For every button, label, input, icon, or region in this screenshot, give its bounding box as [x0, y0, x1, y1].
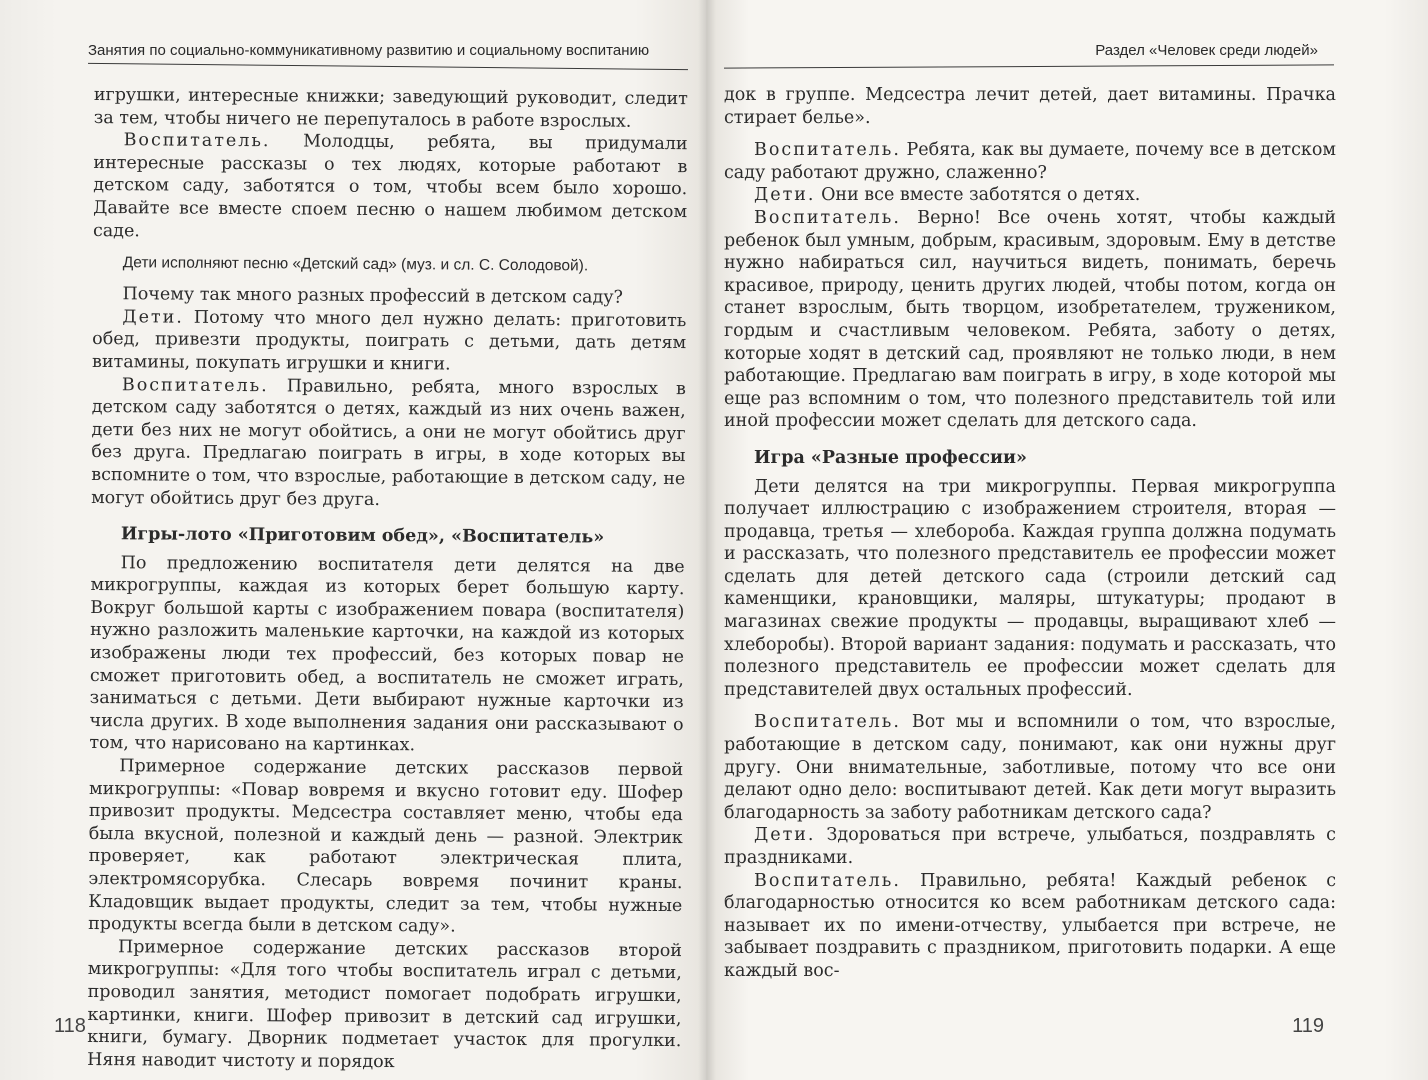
dialog-paragraph: [92, 306, 686, 378]
right-running-head: Раздел «Человек среди людей»: [1095, 42, 1318, 59]
body-paragraph: Примерное содержание детских рассказов второй микрогруппы: «Для того чтобы воспитатель играл с детьми, проводил занятия, методист помогает подобрать игрушки, картинки, книги. Шофер привозит в детский сад игрушки, книги, бумагу. Дворник подметает участок для прогулки. Няня наводит чистоту и порядок: [87, 936, 683, 1072]
left-page-number: 118: [54, 1015, 86, 1037]
speaker-label: Воспитатель.: [754, 140, 901, 161]
right-page: [706, 0, 1428, 1080]
left-running-head: Занятия по социально-коммуникативному развитию и социальному воспитанию: [88, 42, 650, 59]
dialog-paragraph: [91, 374, 686, 514]
speaker-label: Воспитатель.: [754, 870, 901, 891]
left-body-text: [87, 84, 688, 1075]
right-head-rule: [724, 64, 1334, 68]
dialog-text: Вот мы и вспомнили о том, что взрослые, работающие в детском саду, понимают, как они нужны друг другу. Они внимательные, заботливые, потому что все они делают одно дело: воспитывают детей. Как дети могут выразить благодарность за заботу работникам детского сада?: [724, 712, 1336, 823]
dialog-paragraph: [93, 129, 688, 246]
body-paragraph: Примерное содержание детских рассказов первой микрогруппы: «Повар вовремя и вкусно готовит еду. Шофер привозит продукты. Медсестра составляет меню, чтобы еда была вкусной, полезной и каждый день — разной. Электрик проверяет, как работают электрическая плита, электромясорубка. Слесарь вовремя починит краны. Кладовщик выдает продукты, следит за тем, чтобы нужные продукты всегда были в детском саду».: [88, 756, 684, 937]
right-page-number: 119: [1292, 1015, 1324, 1037]
stage-direction: Дети исполняют песню «Детский сад» (муз. и сл. С. Солодовой).: [122, 254, 589, 275]
speaker-label: Воспитатель.: [754, 712, 901, 733]
left-head-rule: [88, 63, 688, 70]
body-paragraph: док в группе. Медсестра лечит детей, дает витамины. Прачка стирает белье».: [724, 85, 1336, 128]
body-paragraph: Дети делятся на три микрогруппы. Первая микрогруппа получает иллюстрацию с изображением строителя, вторая — продавца, третья — хлебороба. Каждая группа должна подумать и рассказать, что полезного представитель ее профессии может сделать для детей детского сада (строили детский сад каменщики, крановщики, маляры, штукатуры; продают в магазинах свежие продукты — продавцы, выращивают хлеб — хлеборобы). Второй вариант задания: подумать и рассказать, что полезного представитель ее профессии может сделать для представителей двух остальных профессий.: [724, 476, 1336, 700]
dialog-text: Правильно, ребята! Каждый ребенок с благодарностью относится ко всем работникам детского сада: называет их по имени-отчеству, улыбается при встрече, не забывает поздравить с праздником, приготовить подарки. А еще каждый вос-: [724, 870, 1336, 981]
dialog-paragraph: [724, 184, 1336, 207]
speaker-label: Воспитатель.: [754, 207, 901, 228]
dialog-text: Правильно, ребята, много взрослых в детском саду заботятся о детях, каждый из них очень важен, дети без них не могут обойтись, а они не могут обойтись друг без друга. Предлагаю поиграть в игры, в ходе которых вы вспомните о том, что взрослые, работающие в детском саду, не могут обойтись друг без друга.: [91, 375, 686, 510]
dialog-text: Потому что много дел нужно делать: приготовить обед, привезти продукты, поиграть с детьми, дать детям витамины, покупать игрушки и книги.: [91, 307, 687, 375]
dialog-text: Верно! Все очень хотят, чтобы каждый ребенок был умным, добрым, красивым, здоровым. Ему в детстве нужно набираться сил, научиться видеть, понимать, беречь красивое, природу, ценить других людей, чтобы потом, когда он станет взрослым, быть творцом, изобретателем, тружеником, гордым и счастливым человеком. Ребята, заботу о детях, которые ходят в детский сад, проявляют не только люди, в нем работающие. Предлагаю вам поиграть в игру, в ходе которой мы еще раз вспомним о том, что полезного представитель той или иной профессии может сделать для детского сада.: [724, 207, 1336, 432]
left-page: [0, 0, 706, 1080]
dialog-text: Ребята, как вы думаете, почему все в детском саду работают дружно, слаженно?: [724, 140, 1336, 183]
body-paragraph: Почему так много разных профессий в детском саду?: [122, 284, 624, 308]
right-body-text: [724, 84, 1336, 983]
speaker-label: Дети.: [754, 185, 816, 206]
dialog-paragraph: [724, 139, 1336, 184]
book-gutter: [698, 0, 716, 1080]
speaker-label: Дети.: [122, 306, 184, 328]
dialog-text: Здороваться при встрече, улыбаться, поздравлять с праздниками.: [724, 825, 1336, 868]
dialog-paragraph: [724, 207, 1336, 433]
dialog-text: Молодцы, ребята, вы придумали интересные рассказы о тех людях, которые работают в детском саду, заботятся о том, чтобы всем было хорошо. Давайте все вместе споем песню о нашем любимом детском саде.: [92, 131, 688, 241]
dialog-paragraph: [724, 711, 1336, 824]
section-heading: Игра «Разные профессии»: [754, 447, 1027, 468]
body-paragraph: По предложению воспитателя дети делятся на две микрогруппы, каждая из которых берет большую карту. Вокруг большой карты с изображением повара (воспитателя) нужно разложить маленькие карточки, на каждой из которых изображены люди тех профессий, без которых повар не сможет приготовить обед, а воспитатель не сможет играть, заниматься с детьми. Дети выбирают нужные карточки из числа других. В ходе выполнения задания они рассказывают о том, что нарисовано на картинках.: [89, 552, 685, 756]
section-heading: Игры-лото «Приготовим обед», «Воспитатель»: [120, 524, 605, 548]
dialog-paragraph: [724, 824, 1336, 869]
body-paragraph: игрушки, интересные книжки; заведующий руководит, следит за тем, чтобы ничего не перепуталось в работе взрослых.: [93, 84, 688, 132]
speaker-label: Воспитатель.: [121, 374, 269, 396]
dialog-paragraph: [724, 870, 1336, 983]
speaker-label: Воспитатель.: [123, 130, 271, 152]
speaker-label: Дети.: [754, 825, 816, 846]
dialog-text: Они все вместе заботятся о детях.: [815, 185, 1141, 206]
